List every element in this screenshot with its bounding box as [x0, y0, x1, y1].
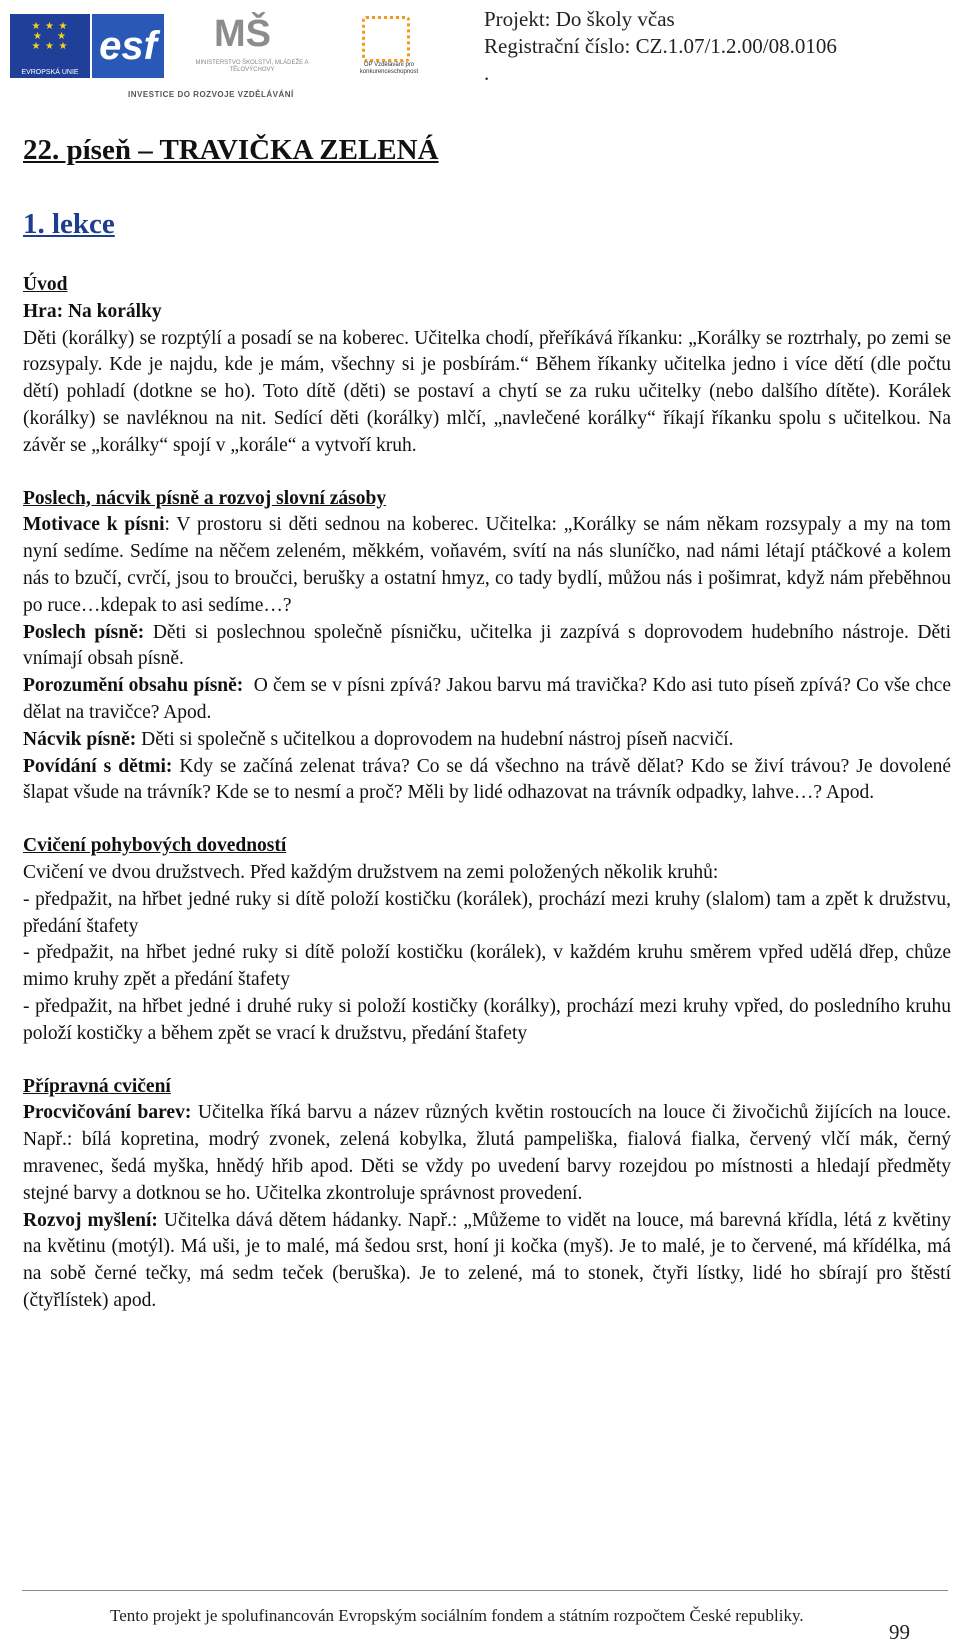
movement-item: - předpažit, na hřbet jedné ruky si dítě položí kostičku (korálek), prochází mezi kruhy (slalom) tam a zpět k družstvu, předání štafety: [23, 888, 951, 937]
item-text: Učitelka říká barvu a název různých květin rostoucích na louce či živočichů žijících na louce. Např.: bílá kopretina, modrý zvonek, zelená kobylka, žlutá pampeliška, fialová fialka, červený vlčí mák, černý mravenec, šedá myška, hnědý hřib apod. Děti se vždy po uvedení barvy rozejdou po místnosti a hledají předměty stejné barvy a dotknou se ho. Učitelka zkontroluje správnost provedení.: [23, 1102, 951, 1204]
item-text: Kdy se začíná zelenat tráva? Co se dá všechno na trávě dělat? Kdo se živí trávou? Je dovolené šlapat všude na trávník? Kde se to nesmí a proč? Měli by lidé odhazovat na trávník odpadky, lahve…? Apod.: [23, 755, 951, 804]
footer-divider: [22, 1590, 948, 1591]
game-title: Hra: Na korálky: [23, 300, 162, 322]
listening-item: [23, 727, 951, 754]
document-body: [23, 272, 951, 1315]
project-info: [484, 6, 837, 87]
footer-text: Tento projekt je spolufinancován Evropským sociálním fondem a státním rozpočtem České republiky.: [110, 1606, 804, 1625]
listening-item: [23, 754, 951, 808]
msmt-caption: MINISTERSTVO ŠKOLSTVÍ, MLÁDEŽE A TĚLOVÝCHOVY: [195, 60, 309, 73]
item-label: Rozvoj myšlení:: [23, 1209, 158, 1231]
eu-caption: EVROPSKÁ UNIE: [21, 69, 79, 76]
header-dot: .: [484, 61, 490, 85]
op-caption: OP Vzdělávání pro konkurenceschopnost: [359, 62, 419, 75]
item-text: O čem se v písni zpívá? Jakou barvu má travička? Kdo asi tuto píseň zpívá? Co vše chce dělat na travičce? Apod.: [23, 675, 951, 723]
listening-item: [23, 673, 951, 727]
listening-item: [23, 512, 951, 619]
lesson-heading: 1. lekce: [23, 208, 115, 240]
item-label: Nácvik písně:: [23, 728, 137, 750]
section-heading-listening: Poslech, nácvik písně a rozvoj slovní zásoby: [23, 487, 387, 509]
item-label: Procvičování barev:: [23, 1102, 192, 1124]
listening-item: [23, 620, 951, 674]
section-heading-prep: Přípravná cvičení: [23, 1075, 171, 1097]
intro-paragraph: Děti (korálky) se rozptýlí a posadí se na koberec. Učitelka chodí, přeříkává říkanku: „Korálky se roztrhaly, po zemi se rozsypaly. Kde je najdu, kde je mám, všechny si je posbírám.“ Během říkanky učitelka jedno i více dětí (dle počtu dětí) pohladí (dotkne se ho). Toto dítě (děti) se postaví a chytí se za ruku učitelky (nebo dalšího dítěte). Korálek (korálky) se navléknou na nit. Sedící děti (korálky) mlčí, „navlečené korálky“ říkají říkanku spolu s učitelkou. Na závěr se „korálky“ spojí v „korále“ a vytvoří kruh.: [23, 327, 951, 456]
item-separator: :: [164, 514, 177, 536]
page-header: [0, 0, 960, 120]
item-text: V prostoru si děti sednou na koberec. Učitelka: „Korálky se nám někam rozsypaly a my na tom nyní sedíme. Sedíme na něčem zeleném, měkkém, voňavém, svítí na nás sluníčko, nad námi létají ptáčkové a kolem nás to bzučí, cvrčí, jsou to broučci, berušky a ostatní hmyz, co tady bydlí, můžou nás i pošimrat, když nám přeběhnou po ruce…kdepak to asi sedíme…?: [23, 514, 951, 616]
item-label: Povídání s dětmi:: [23, 755, 173, 777]
item-label: Poslech písně:: [23, 621, 145, 643]
page-title: 22. píseň – TRAVIČKA ZELENÁ: [23, 134, 439, 166]
item-separator: [243, 675, 253, 696]
item-separator: [191, 1102, 198, 1123]
esf-logo: esf: [92, 14, 164, 78]
movement-item: - předpažit, na hřbet jedné i druhé ruky si položí kostičky (korálky), prochází mezi kruhy vpřed, do posledního kruhu položí kostičky a během zpět se vrací k družstvu, předání štafety: [23, 995, 951, 1044]
project-name: Projekt: Do školy včas: [484, 7, 675, 31]
prep-item: [23, 1208, 951, 1315]
eu-stars-icon: ★ ★ ★ ★ ★ ★ ★ ★: [31, 21, 69, 52]
op-logo: [350, 12, 428, 82]
msmt-logo: [192, 12, 312, 84]
registration-number: Registrační číslo: CZ.1.07/1.2.00/08.0106: [484, 34, 837, 58]
item-text: Učitelka dává dětem hádanky. Např.: „Můžeme to vidět na louce, má barevná křídla, létá z květiny na květinu (motýl). Má uši, je to malé, má šedou srst, honí ji kočka (myš). Je to malé, je to červené, má křídélka, má na sobě černé tečky, má sedm teček (beruška). Je to zelené, má to stonek, čtyři lístky, lidé ho sbírají pro štěstí (čtyřlístek) apod.: [23, 1209, 951, 1311]
item-separator: [144, 622, 153, 643]
prep-item: [23, 1100, 951, 1207]
section-heading-movement: Cvičení pohybových dovedností: [23, 835, 287, 857]
section-heading-intro: Úvod: [23, 274, 68, 295]
op-mark-icon: [362, 16, 410, 62]
page-footer: [0, 1590, 960, 1650]
movement-intro: Cvičení ve dvou družstvech. Před každým družstvem na zemi položených několik kruhů:: [23, 861, 719, 883]
item-text: Děti si poslechnou společně písničku, učitelka ji zazpívá s doprovodem hudebního nástroje. Děti vnímají obsah písně.: [23, 621, 952, 670]
item-text: Děti si společně s učitelkou a doprovodem na hudební nástroj píseň nacvičí.: [141, 728, 734, 750]
movement-item: - předpažit, na hřbet jedné ruky si dítě položí kostičku (korálek), v každém kruhu směrem vpřed udělá dřep, chůze mimo kruhy zpět a předání štafety: [23, 942, 951, 991]
item-label: Motivace k písni: [23, 514, 165, 536]
page-number: 99: [889, 1620, 910, 1644]
investice-caption: INVESTICE DO ROZVOJE VZDĚLÁVÁNÍ: [128, 90, 294, 99]
eu-flag-logo: [10, 14, 90, 78]
item-label: Porozumění obsahu písně:: [23, 675, 244, 697]
msmt-mark-icon: MŠ: [214, 13, 271, 55]
